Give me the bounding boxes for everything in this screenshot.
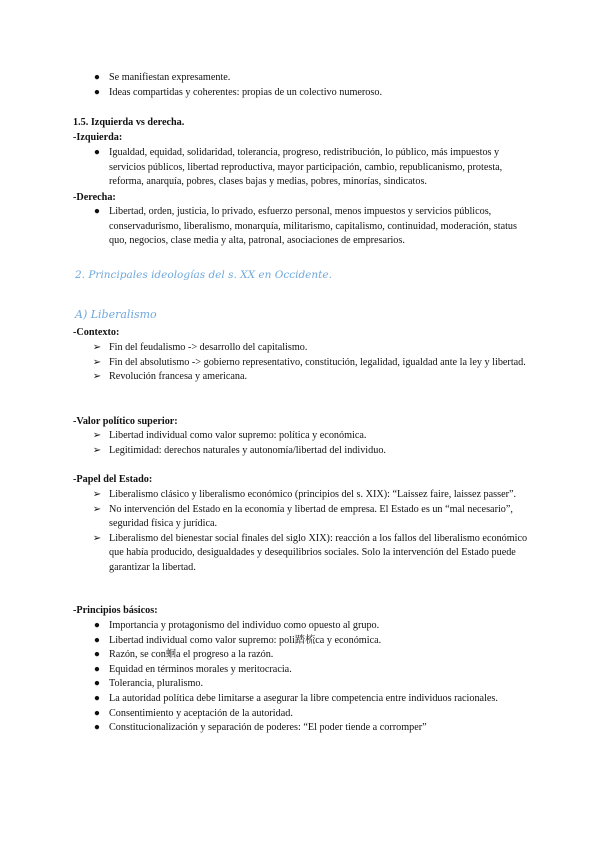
list-item: ● Consentimiento y aceptación de la autoridad. (0, 707, 600, 722)
bullet-icon: ● (93, 147, 101, 158)
left-list (0, 146, 600, 190)
papel-list (0, 488, 600, 576)
arrow-bullet-icon: ➢ (92, 503, 102, 515)
section-heading: 1.5. Izquierda vs derecha. (73, 117, 185, 128)
list-item: ● Se manifiestan expresamente. (0, 71, 600, 86)
bullet-icon: ● (93, 678, 101, 690)
left-label: -Izquierda: (73, 132, 123, 143)
list-item: ● Libertad individual como valor supremo: poli踏梳ca y económica. (0, 634, 600, 649)
list-item: ● Tolerancia, pluralismo. (0, 677, 600, 692)
subsection-title: A) Liberalismo (75, 308, 157, 321)
list-item: ● Razón, se con蛔a el progreso a la razón. (0, 648, 600, 663)
contexto-label: -Contexto: (73, 327, 120, 338)
bullet-icon: ● (93, 86, 101, 98)
arrow-bullet-icon: ➢ (92, 430, 102, 441)
valor-label: -Valor político superior: (73, 416, 178, 427)
list-item: ● Ideas compartidas y coherentes: propias de un colectivo numeroso. (0, 86, 600, 101)
bullet-icon: ● (93, 722, 101, 734)
contexto-list (0, 341, 600, 385)
list-item: ➢ Legitimidad: derechos naturales y autonomía/libertad del individuo. (0, 444, 600, 459)
intro-list (0, 71, 600, 100)
principios-list (0, 619, 600, 736)
list-item: ● Equidad en términos morales y meritocracia. (0, 663, 600, 678)
bullet-icon: ● (93, 692, 101, 704)
list-item: ● Libertad, orden, justicia, lo privado, esfuerzo personal, menos impuestos y servicios públicos, conservadurismo, liberalismo, monarquía, militarismo, capitalismo, continuidad, moderación, status quo, negocios, clase media y alta, patronal, asociaciones de empresarios. (0, 205, 600, 249)
arrow-bullet-icon: ➢ (92, 342, 102, 353)
list-item: ➢ Fin del feudalismo -> desarrollo del capitalismo. (0, 341, 600, 356)
arrow-bullet-icon: ➢ (92, 356, 102, 368)
arrow-bullet-icon: ➢ (92, 532, 102, 544)
arrow-bullet-icon: ➢ (92, 489, 102, 500)
principios-label: -Principios básicos: (73, 605, 158, 616)
list-item: ➢ Liberalismo del bienestar social finales del siglo XIX): reacción a los fallos del liberalismo económico que había producido, desigualdades y desequilibrios sociales. Solo la intervención del Estado puede garantizar la libertad. (0, 532, 600, 576)
arrow-bullet-icon: ➢ (92, 371, 102, 383)
arrow-bullet-icon: ➢ (92, 444, 102, 456)
bullet-icon: ● (93, 620, 101, 631)
bullet-icon: ● (93, 707, 101, 719)
papel-label: -Papel del Estado: (73, 474, 153, 485)
valor-list (0, 429, 600, 458)
bullet-icon: ● (93, 649, 101, 661)
bullet-icon: ● (93, 206, 101, 217)
list-item: ● Igualdad, equidad, solidaridad, tolerancia, progreso, redistribución, lo público, más impuestos y servicios públicos, libertad reproductiva, mayor participación, cambio, republicanismo, protesta, reforma, anarquía, pobres, clases bajas y medias, pobres, minorías, sindicatos. (0, 146, 600, 190)
list-item: ➢ Libertad individual como valor supremo: política y económica. (0, 429, 600, 444)
list-item: ➢ No intervención del Estado en la economía y libertad de empresa. El Estado es un “mal necesario”, seguridad física y jurídica. (0, 503, 600, 532)
bullet-icon: ● (93, 663, 101, 675)
section-2-title: 2. Principales ideologías del s. XX en Occidente. (75, 269, 332, 281)
list-item: ➢ Liberalismo clásico y liberalismo económico (principios del s. XIX): “Laissez faire, laissez passer”. (0, 488, 600, 503)
list-item: ● Importancia y protagonismo del individuo como opuesto al grupo. (0, 619, 600, 634)
right-list (0, 205, 600, 249)
list-item: ➢ Fin del absolutismo -> gobierno representativo, constitución, legalidad, igualdad ante la ley y libertad. (0, 356, 600, 371)
list-item: ➢ Revolución francesa y americana. (0, 370, 600, 385)
right-label: -Derecha: (73, 192, 116, 203)
bullet-icon: ● (93, 72, 101, 83)
list-item: ● La autoridad política debe limitarse a asegurar la libre competencia entre individuos racionales. (0, 692, 600, 707)
list-item: ● Constitucionalización y separación de poderes: “El poder tiende a corromper” (0, 721, 600, 736)
bullet-icon: ● (93, 634, 101, 646)
